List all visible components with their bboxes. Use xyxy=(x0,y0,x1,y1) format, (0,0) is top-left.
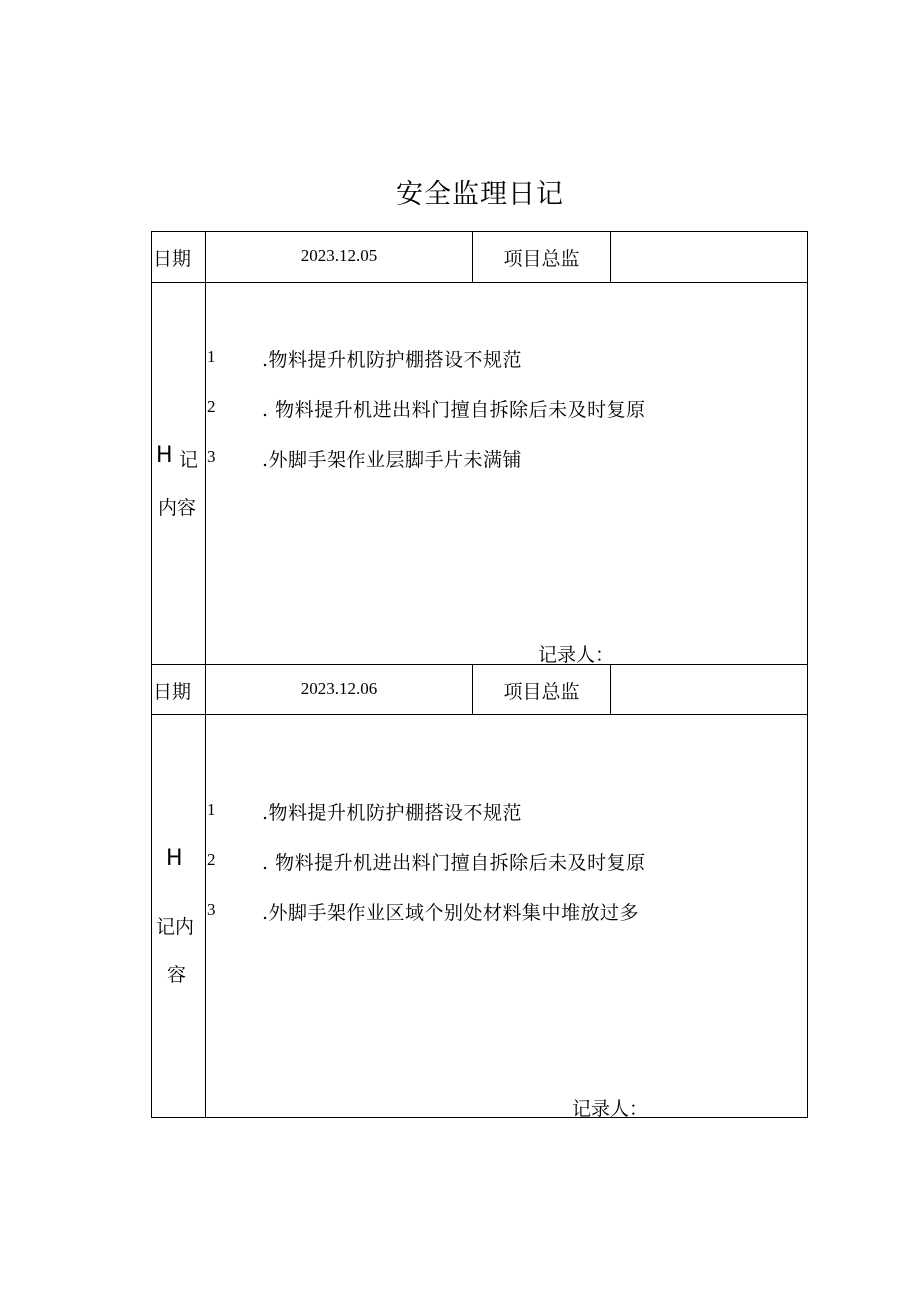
column-divider xyxy=(610,664,611,714)
list-item-text: .外脚手架作业层脚手片未满铺 xyxy=(262,449,523,471)
date-value: 2023.12.05 xyxy=(300,246,378,265)
column-divider xyxy=(205,231,206,1118)
recorder-label: 记录人： xyxy=(538,644,615,666)
list-item-number: 1 xyxy=(207,800,216,819)
list-item-number: 2 xyxy=(207,397,216,416)
supervisor-label: 项目总监 xyxy=(503,248,580,270)
list-item-number: 2 xyxy=(207,850,216,869)
date-label: 日期 xyxy=(153,248,192,270)
content-label-line2: 内容 xyxy=(158,497,197,519)
list-item-number: 1 xyxy=(207,347,216,366)
list-item-text: .物料提升机防护棚搭设不规范 xyxy=(262,349,523,371)
row-divider xyxy=(151,714,808,715)
content-label-line1: 记内 xyxy=(156,916,195,938)
recorder-label: 记录人： xyxy=(572,1098,649,1120)
content-label-line1: 记 xyxy=(179,449,199,471)
list-item-text: .外脚手架作业区域个别处材料集中堆放过多 xyxy=(262,902,640,924)
list-item-number: 3 xyxy=(207,900,216,919)
content-label-line2: 容 xyxy=(167,964,187,986)
row-divider xyxy=(151,282,808,283)
list-item-text: . 物料提升机进出料门擅自拆除后未及时复原 xyxy=(262,399,646,421)
table-border-right xyxy=(807,231,808,1118)
date-label: 日期 xyxy=(153,681,192,703)
content-label-h: H xyxy=(156,443,173,468)
supervisor-label: 项目总监 xyxy=(503,681,580,703)
row-divider xyxy=(151,664,808,665)
content-label-h: H xyxy=(166,846,183,871)
list-item-text: . 物料提升机进出料门擅自拆除后未及时复原 xyxy=(262,852,646,874)
list-item-text: .物料提升机防护棚搭设不规范 xyxy=(262,802,523,824)
table-border-bottom xyxy=(151,1117,808,1118)
list-item-number: 3 xyxy=(207,447,216,466)
column-divider xyxy=(610,231,611,282)
date-value: 2023.12.06 xyxy=(300,679,378,698)
table-border-top xyxy=(151,231,808,232)
table-border-left xyxy=(151,231,152,1118)
page-title: 安全监理日记 xyxy=(396,179,564,210)
